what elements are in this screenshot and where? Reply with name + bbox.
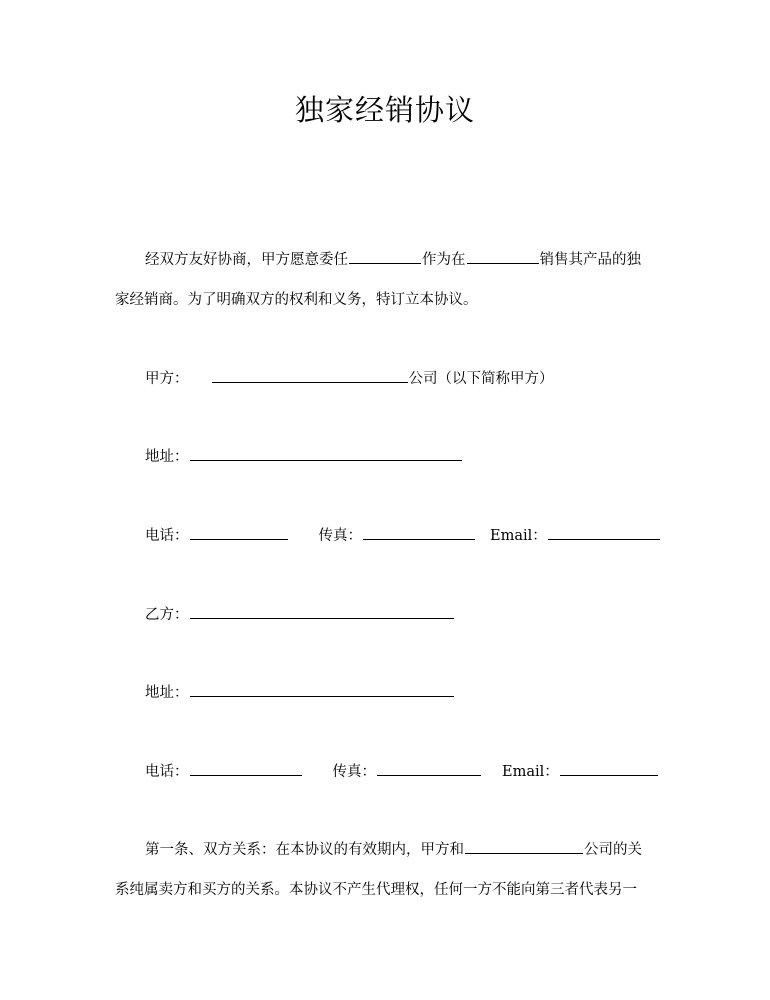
party-b-fax-blank[interactable] (377, 761, 481, 776)
article-1-text-a: 第一条、双方关系：在本协议的有效期内，甲方和 (145, 842, 464, 858)
party-a-label: 甲方： (145, 371, 189, 387)
intro-text-c: 销售其产品的独 (539, 252, 641, 268)
party-b-address-label: 地址： (145, 685, 189, 701)
party-a-line (145, 368, 554, 389)
party-b-email-blank[interactable] (560, 761, 658, 776)
party-a-address-line (145, 446, 463, 467)
intro-line-2: 家经销商。为了明确双方的权利和义务，特订立本协议。 (115, 292, 478, 308)
party-b-label: 乙方： (145, 607, 189, 623)
party-a-fax-label: 传真： (318, 528, 362, 544)
intro-line-1 (145, 249, 641, 270)
party-b-fax-label: 传真： (332, 764, 376, 780)
party-b-phone-label: 电话： (145, 764, 189, 780)
article-1-line-2: 系纯属卖方和买方的关系。本协议不产生代理权，任何一方不能向第三者代表另一 (115, 882, 637, 898)
party-b-line (145, 604, 455, 625)
party-b-address-blank[interactable] (190, 682, 454, 697)
party-b-phone-blank[interactable] (190, 761, 302, 776)
article-1-line-1 (145, 839, 642, 860)
party-a-email-blank[interactable] (548, 525, 660, 540)
party-a-name-blank[interactable] (212, 368, 408, 383)
party-b-email-label: Email： (502, 764, 559, 780)
party-b-name-blank[interactable] (190, 604, 454, 619)
region-blank[interactable] (467, 249, 539, 264)
intro-text-a: 经双方友好协商，甲方愿意委任 (145, 252, 348, 268)
party-b-contact-line (145, 761, 659, 782)
party-a-address-label: 地址： (145, 449, 189, 465)
document-title: 独家经销协议 (294, 93, 475, 127)
article-1-company-blank[interactable] (465, 839, 583, 854)
party-a-contact-line (145, 525, 661, 546)
party-a-fax-blank[interactable] (363, 525, 475, 540)
distributor-blank[interactable] (349, 249, 421, 264)
intro-text-b: 作为在 (422, 252, 466, 268)
party-a-address-blank[interactable] (190, 446, 462, 461)
party-a-phone-label: 电话： (145, 528, 189, 544)
party-a-phone-blank[interactable] (190, 525, 288, 540)
party-a-email-label: Email： (490, 528, 547, 544)
article-1-text-b: 公司的关 (584, 842, 642, 858)
party-b-address-line (145, 682, 455, 703)
party-a-suffix: 公司（以下简称甲方） (408, 371, 554, 387)
